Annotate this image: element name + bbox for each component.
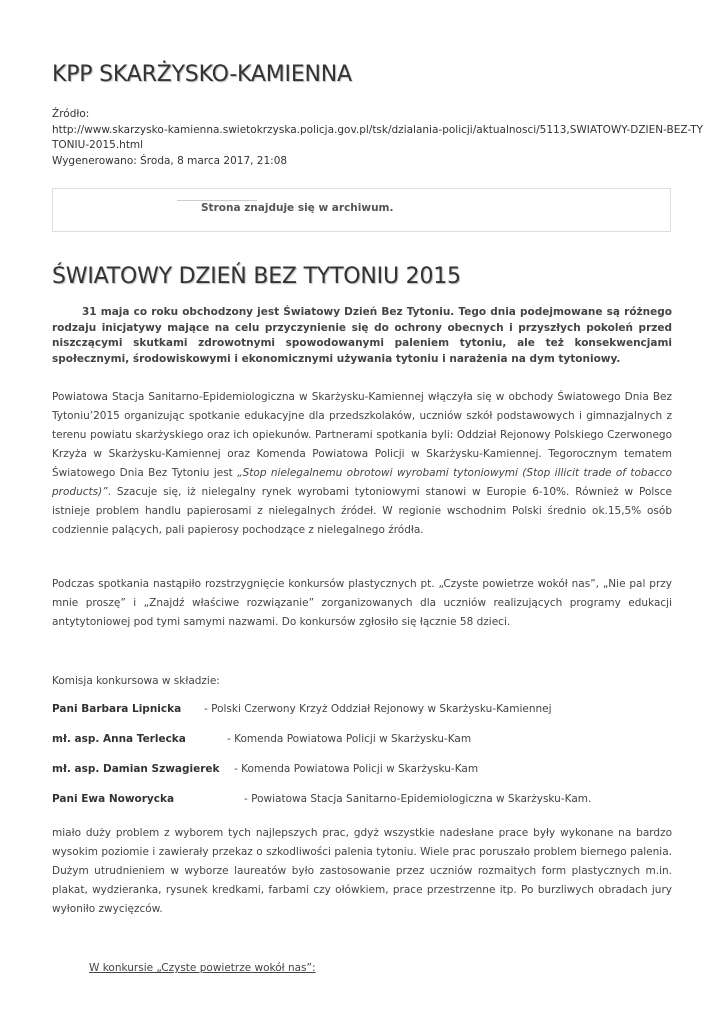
article-title: ŚWIATOWY DZIEŃ BEZ TYTONIU 2015 xyxy=(52,264,461,289)
member-name: mł. asp. Damian Szwagierek xyxy=(52,763,220,775)
member-affiliation: - Komenda Powiatowa Policji w Skarżysku-Kam xyxy=(227,733,472,745)
committee-member xyxy=(52,733,672,763)
paragraph-text: Powiatowa Stacja Sanitarno-Epidemiologiczna w Skarżysku-Kamiennej włączyła się w obchody Światowego Dnia Bez Tytoniu’2015 organizując spotkanie edukacyjne dla przedszkolaków, uczniów szkół podstawowych i gimnazjalnych z terenu powiatu skarżyskiego oraz ich opiekunów. Partnerami spotkania byli: Oddział Rejonowy Polskiego Czerwonego Krzyża w Skarżysku-Kamiennej oraz Komenda Powiatowa Policji w Skarżysku-Kamiennej. Tegorocznym tematem Światowego Dnia Bez Tytoniu jest xyxy=(52,391,672,479)
source-url[interactable]: http://www.skarzysko-kamienna.swietokrzyska.policja.gov.pl/tsk/dzialania-policji/aktualnosci/5113,SWIATOWY-DZIEN-BEZ-TY xyxy=(52,123,704,136)
committee-intro: Komisja konkursowa w składzie: xyxy=(52,675,220,687)
member-name: mł. asp. Anna Terlecka xyxy=(52,733,186,745)
theme-quote: „Stop nielegalnemu obrotowi wyrobami tytoniowymi (Stop illicit trade of tobacco products)” xyxy=(52,467,672,498)
source-label: Źródło: xyxy=(52,108,90,120)
paragraph-text: . Szacuje się, iż nielegalny rynek wyrobami tytoniowymi stanowi w Europie 6-10%. Również w Polsce istnieje problem handlu papierosami z nielegalnych źródeł. W regionie wschodnim Polski średnio ok.15,5% osób codziennie palących, pali papierosy pochodzące z nielegalnego źródła. xyxy=(52,486,672,536)
committee-member xyxy=(52,763,672,793)
member-name: Pani Barbara Lipnicka xyxy=(52,703,182,715)
archive-divider xyxy=(177,200,257,201)
committee-member xyxy=(52,703,672,733)
committee-list xyxy=(52,703,672,823)
competition-heading: W konkursie „Czyste powietrze wokół nas”: xyxy=(89,962,316,974)
member-affiliation: - Polski Czerwony Krzyż Oddział Rejonowy w Skarżysku-Kamiennej xyxy=(204,703,552,715)
committee-member xyxy=(52,793,672,823)
site-title: KPP SKARŻYSKO-KAMIENNA xyxy=(52,62,352,87)
member-affiliation: - Powiatowa Stacja Sanitarno-Epidemiologiczna w Skarżysku-Kam. xyxy=(244,793,592,805)
generated-timestamp: Wygenerowano: Środa, 8 marca 2017, 21:08 xyxy=(52,154,288,167)
article-paragraph: Podczas spotkania nastąpiło rozstrzygnięcie konkursów plastycznych pt. „Czyste powietrze wokół nas”, „Nie pal przy mnie proszę” i „Znajdź właściwe rozwiązanie” zorganizowanych dla uczniów realizujących programy edukacji antytytoniowej pod tymi samymi nazwami. Do konkursów zgłosiło się łącznie 58 dzieci. xyxy=(52,578,672,628)
article-paragraph xyxy=(52,388,672,540)
article-body xyxy=(52,305,672,978)
source-meta xyxy=(52,107,704,169)
archive-notice: Strona znajduje się w archiwum. xyxy=(201,202,394,214)
article-lead: 31 maja co roku obchodzony jest Światowy Dzień Bez Tytoniu. Tego dnia podejmowane są różnego rodzaju inicjatywy mające na celu przyczynienie się do ochrony obecnych i przyszłych pokoleń przed niszczącymi skutkami zdrowotnymi spowodowanymi paleniem tytoniu, ale też konsekwencjami społecznymi, środowiskowymi i ekonomicznymi używania tytoniu i narażenia na dym tytoniowy. xyxy=(52,306,672,365)
source-url-continued[interactable]: TONIU-2015.html xyxy=(52,139,144,151)
article-paragraph: miało duży problem z wyborem tych najlepszych prac, gdyż wszystkie nadesłane prace były wykonane na bardzo wysokim poziomie i zawierały przekaz o szkodliwości palenia tytoniu. Wiele prac poruszało problem biernego palenia. Dużym utrudnieniem w wyborze laureatów było zastosowanie przez uczniów rozmaitych form plastycznych m.in. plakat, wydzieranka, rysunek kredkami, farbami czy ołówkiem, prace przestrzenne itp. Po burzliwych obradach jury wyłoniło zwycięzców. xyxy=(52,827,672,915)
member-affiliation: - Komenda Powiatowa Policji w Skarżysku-Kam xyxy=(234,763,479,775)
archive-notice-box xyxy=(52,188,671,232)
member-name: Pani Ewa Noworycka xyxy=(52,793,175,805)
